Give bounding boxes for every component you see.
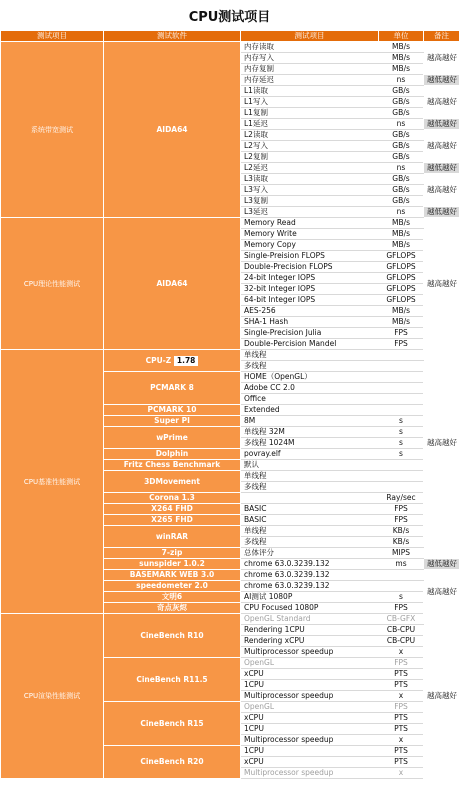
unit-cell: s <box>379 592 424 603</box>
test-item-cell: OpenGL <box>241 702 379 713</box>
unit-cell: GB/s <box>379 108 424 119</box>
test-item-cell: chrome 63.0.3239.132 <box>241 570 379 581</box>
unit-cell: PTS <box>379 680 424 691</box>
unit-cell <box>379 471 424 482</box>
unit-cell: FPS <box>379 339 424 350</box>
test-item-cell: OpenGL Standard <box>241 614 379 625</box>
note-cell: 越高越好 <box>424 350 459 537</box>
category-cell: CPU渲染性能测试 <box>1 614 104 779</box>
software-cell <box>104 405 241 416</box>
test-item-cell: xCPU <box>241 669 379 680</box>
unit-cell: x <box>379 768 424 779</box>
test-item-cell: chrome 63.0.3239.132 <box>241 559 379 570</box>
test-item-cell: L1读取 <box>241 86 379 97</box>
software-cell <box>104 559 241 570</box>
software-cell <box>104 416 241 427</box>
software-name: PCMARK 8 <box>150 383 194 392</box>
software-name: X264 FHD <box>151 504 193 513</box>
test-item-cell: 内存读取 <box>241 42 379 53</box>
cpu-test-table <box>0 30 459 779</box>
unit-cell: CB-CPU <box>379 625 424 636</box>
unit-cell: MB/s <box>379 218 424 229</box>
test-item-cell: Adobe CC 2.0 <box>241 383 379 394</box>
unit-cell <box>379 570 424 581</box>
software-cell <box>104 460 241 471</box>
test-item-cell: Rendering xCPU <box>241 636 379 647</box>
version-badge: 1.78 <box>174 356 199 366</box>
unit-cell: GFLOPS <box>379 262 424 273</box>
software-cell <box>104 526 241 548</box>
unit-cell: MIPS <box>379 548 424 559</box>
test-item-cell: xCPU <box>241 713 379 724</box>
test-item-cell: L3写入 <box>241 185 379 196</box>
test-item-cell: L2读取 <box>241 130 379 141</box>
test-item-cell: Memory Write <box>241 229 379 240</box>
test-item-cell: 单线程 <box>241 471 379 482</box>
unit-cell: MB/s <box>379 53 424 64</box>
unit-cell: x <box>379 691 424 702</box>
note-cell: 越高越好 <box>424 42 459 75</box>
software-cell <box>104 42 241 218</box>
test-item-cell: 多线程 <box>241 537 379 548</box>
software-name: sunspider 1.0.2 <box>139 559 205 568</box>
software-cell <box>104 581 241 592</box>
test-item-cell: Double-Percision Mandel <box>241 339 379 350</box>
unit-cell <box>379 383 424 394</box>
unit-cell: GB/s <box>379 130 424 141</box>
software-cell <box>104 350 241 372</box>
test-item-cell: Multiprocessor speedup <box>241 735 379 746</box>
table-row <box>1 42 459 53</box>
test-item-cell: Memory Read <box>241 218 379 229</box>
software-name: Dolphin <box>155 449 189 458</box>
unit-cell: GFLOPS <box>379 284 424 295</box>
test-item-cell: BASIC <box>241 515 379 526</box>
test-item-cell: HOME（OpenGL） <box>241 372 379 383</box>
test-item-cell: 1CPU <box>241 746 379 757</box>
test-item-cell: L2复制 <box>241 152 379 163</box>
test-item-cell: AI测试 1080P <box>241 592 379 603</box>
software-cell <box>104 504 241 515</box>
unit-cell: GFLOPS <box>379 273 424 284</box>
software-name: BASEMARK WEB 3.0 <box>129 570 215 579</box>
software-cell <box>104 218 241 350</box>
unit-cell: MB/s <box>379 240 424 251</box>
unit-cell: FPS <box>379 658 424 669</box>
software-cell <box>104 427 241 449</box>
unit-cell: FPS <box>379 603 424 614</box>
unit-cell: GB/s <box>379 185 424 196</box>
test-item-cell: L1复制 <box>241 108 379 119</box>
test-item-cell: 32-bit Integer IOPS <box>241 284 379 295</box>
unit-cell: PTS <box>379 669 424 680</box>
software-cell <box>104 603 241 614</box>
test-item-cell: 1CPU <box>241 724 379 735</box>
unit-cell <box>379 394 424 405</box>
test-item-cell: Office <box>241 394 379 405</box>
test-item-cell: 总体评分 <box>241 548 379 559</box>
software-name: AIDA64 <box>156 124 188 134</box>
test-item-cell: 多线程 <box>241 482 379 493</box>
unit-cell: ns <box>379 75 424 86</box>
test-item-cell: Multiprocessor speedup <box>241 768 379 779</box>
test-item-cell <box>241 493 379 504</box>
test-item-cell: povray.elf <box>241 449 379 460</box>
header-note: 备注 <box>424 31 459 42</box>
unit-cell <box>379 361 424 372</box>
test-item-cell: L3读取 <box>241 174 379 185</box>
unit-cell: PTS <box>379 724 424 735</box>
unit-cell <box>379 350 424 361</box>
test-item-cell: 单线程 32M <box>241 427 379 438</box>
test-item-cell: Extended <box>241 405 379 416</box>
software-cell <box>104 702 241 746</box>
software-name: winRAR <box>155 531 189 541</box>
software-name: 奇点灰烬 <box>157 603 187 612</box>
unit-cell: CB-GFX <box>379 614 424 625</box>
test-item-cell: 8M <box>241 416 379 427</box>
unit-cell: x <box>379 647 424 658</box>
unit-cell <box>379 460 424 471</box>
unit-cell: PTS <box>379 713 424 724</box>
table-row <box>1 614 459 625</box>
note-cell: 越高越好 <box>424 218 459 350</box>
test-item-cell: L3延迟 <box>241 207 379 218</box>
software-cell <box>104 658 241 702</box>
test-item-cell: Memory Copy <box>241 240 379 251</box>
test-item-cell: Multiprocessor speedup <box>241 691 379 702</box>
unit-cell: FPS <box>379 504 424 515</box>
unit-cell: PTS <box>379 757 424 768</box>
header-category: 测试项目 <box>1 31 104 42</box>
test-item-cell: L3复制 <box>241 196 379 207</box>
unit-cell: s <box>379 438 424 449</box>
header-item: 测试项目 <box>241 31 379 42</box>
table-row <box>1 218 459 229</box>
unit-cell: ns <box>379 119 424 130</box>
unit-cell: MB/s <box>379 42 424 53</box>
software-name: CPU-Z <box>145 355 172 365</box>
category-cell: 系统带宽测试 <box>1 42 104 218</box>
unit-cell: s <box>379 416 424 427</box>
test-item-cell: 1CPU <box>241 680 379 691</box>
header-software: 测试软件 <box>104 31 241 42</box>
note-cell: 越高越好 <box>424 570 459 614</box>
note-cell: 越高越好 <box>424 130 459 163</box>
test-item-cell: xCPU <box>241 757 379 768</box>
test-item-cell: OpenGL <box>241 658 379 669</box>
unit-cell: MB/s <box>379 317 424 328</box>
test-item-cell: Single-Preision FLOPS <box>241 251 379 262</box>
test-item-cell: 内存复制 <box>241 64 379 75</box>
unit-cell: GB/s <box>379 86 424 97</box>
software-cell <box>104 614 241 658</box>
unit-cell: s <box>379 449 424 460</box>
test-item-cell: L2延迟 <box>241 163 379 174</box>
note-cell: 越高越好 <box>424 86 459 119</box>
unit-cell <box>379 482 424 493</box>
software-name: AIDA64 <box>156 278 188 288</box>
test-item-cell: 内存延迟 <box>241 75 379 86</box>
header-unit: 单位 <box>379 31 424 42</box>
unit-cell: GB/s <box>379 196 424 207</box>
note-cell: 越低越好 <box>424 163 459 174</box>
note-cell: 越低越好 <box>424 75 459 86</box>
unit-cell: CB-CPU <box>379 636 424 647</box>
test-item-cell: 内存写入 <box>241 53 379 64</box>
test-item-cell: Rendering 1CPU <box>241 625 379 636</box>
page-title: CPU测试项目 <box>188 9 271 25</box>
unit-cell: Ray/sec <box>379 493 424 504</box>
software-cell <box>104 493 241 504</box>
software-name: PCMARK 10 <box>147 405 197 414</box>
software-name: 7-zip <box>161 548 183 557</box>
note-cell: 越低越好 <box>424 119 459 130</box>
software-name: CineBench R10 <box>140 630 204 640</box>
test-item-cell: CPU Focused 1080P <box>241 603 379 614</box>
table-row <box>1 350 459 361</box>
test-item-cell: 单线程 <box>241 350 379 361</box>
software-name: CineBench R15 <box>140 718 204 728</box>
software-cell <box>104 548 241 559</box>
unit-cell: MB/s <box>379 306 424 317</box>
software-name: X265 FHD <box>151 515 193 524</box>
software-name: CineBench R20 <box>140 757 204 766</box>
software-name: speedometer 2.0 <box>136 581 208 590</box>
unit-cell: GFLOPS <box>379 295 424 306</box>
test-item-cell: chrome 63.0.3239.132 <box>241 581 379 592</box>
category-cell: CPU理论性能测试 <box>1 218 104 350</box>
test-item-cell: AES-256 <box>241 306 379 317</box>
test-item-cell: L1延迟 <box>241 119 379 130</box>
unit-cell: FPS <box>379 328 424 339</box>
software-name: wPrime <box>156 432 188 442</box>
software-cell <box>104 592 241 603</box>
test-item-cell: BASIC <box>241 504 379 515</box>
test-item-cell: SHA-1 Hash <box>241 317 379 328</box>
test-item-cell: Single-Precision Julia <box>241 328 379 339</box>
software-name: 3DMovement <box>144 476 200 486</box>
test-item-cell: Double-Precision FLOPS <box>241 262 379 273</box>
software-name: Fritz Chess Benchmark <box>123 460 221 469</box>
unit-cell: ms <box>379 559 424 570</box>
software-cell <box>104 570 241 581</box>
test-item-cell: 24-bit Integer IOPS <box>241 273 379 284</box>
test-item-cell: 多线程 <box>241 361 379 372</box>
note-cell: 越低越好 <box>424 559 459 570</box>
unit-cell <box>379 581 424 592</box>
test-item-cell: 默认 <box>241 460 379 471</box>
test-item-cell: Multiprocessor speedup <box>241 647 379 658</box>
unit-cell: KB/s <box>379 537 424 548</box>
unit-cell <box>379 405 424 416</box>
note-cell: 越高越好 <box>424 174 459 207</box>
test-item-cell: 单线程 <box>241 526 379 537</box>
test-item-cell: L1写入 <box>241 97 379 108</box>
unit-cell <box>379 372 424 383</box>
unit-cell: MB/s <box>379 64 424 75</box>
test-item-cell: L2写入 <box>241 141 379 152</box>
software-name: 文明6 <box>161 592 183 601</box>
test-item-cell: 多线程 1024M <box>241 438 379 449</box>
software-name: CineBench R11.5 <box>136 674 208 684</box>
note-cell: 越低越好 <box>424 207 459 218</box>
unit-cell: s <box>379 427 424 438</box>
software-name: Super PI <box>154 416 190 425</box>
unit-cell: KB/s <box>379 526 424 537</box>
note-cell: 越高越好 <box>424 614 459 779</box>
software-cell <box>104 471 241 493</box>
category-cell: CPU基准性能测试 <box>1 350 104 614</box>
unit-cell: GFLOPS <box>379 251 424 262</box>
unit-cell: GB/s <box>379 152 424 163</box>
unit-cell: FPS <box>379 702 424 713</box>
unit-cell: ns <box>379 163 424 174</box>
unit-cell: x <box>379 735 424 746</box>
software-cell <box>104 515 241 526</box>
unit-cell: GB/s <box>379 174 424 185</box>
software-name: Corona 1.3 <box>149 493 195 502</box>
software-cell <box>104 746 241 779</box>
unit-cell: GB/s <box>379 141 424 152</box>
unit-cell: MB/s <box>379 229 424 240</box>
unit-cell: PTS <box>379 746 424 757</box>
software-cell <box>104 449 241 460</box>
test-item-cell: 64-bit Integer IOPS <box>241 295 379 306</box>
header-row <box>1 31 459 42</box>
unit-cell: GB/s <box>379 97 424 108</box>
software-cell <box>104 372 241 405</box>
unit-cell: FPS <box>379 515 424 526</box>
unit-cell: ns <box>379 207 424 218</box>
